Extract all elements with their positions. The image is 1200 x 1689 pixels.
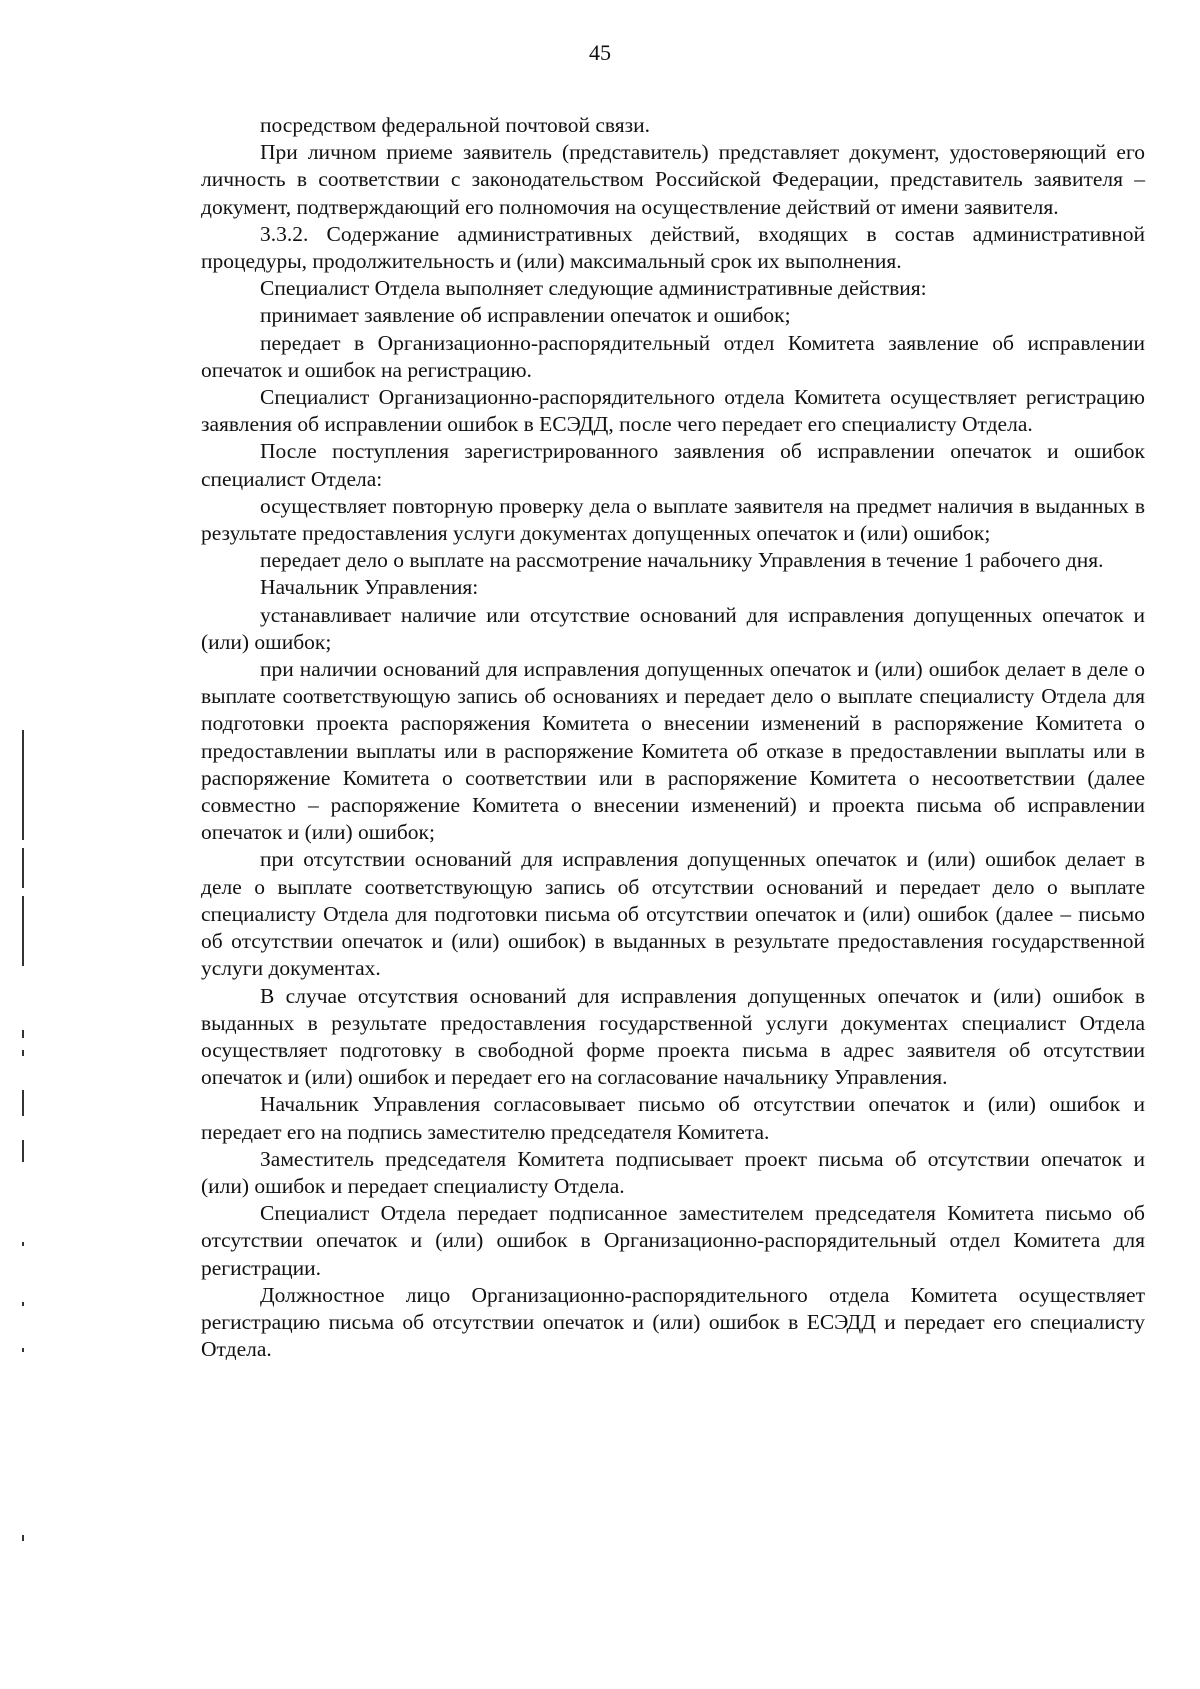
scan-mark xyxy=(22,1090,24,1116)
paragraph: Начальник Управления: xyxy=(260,575,479,600)
scan-mark xyxy=(22,1140,24,1162)
paragraph: принимает заявление об исправлении опечаток и ошибок; xyxy=(260,303,791,328)
scan-mark xyxy=(22,896,24,966)
scan-mark xyxy=(22,730,24,840)
scan-mark xyxy=(22,1302,24,1306)
paragraph: Специалист Отдела выполняет следующие административные действия: xyxy=(260,276,927,301)
scan-mark xyxy=(22,1348,24,1352)
paragraph: При личном приеме заявитель (представитель) представляет документ, удостоверяющий его личность в соответствии с законодательством Российской Федерации, представитель заявителя – документ, подтверждающий его полномочия на осуществление действий от имени заявителя. xyxy=(201,140,1145,219)
scan-mark xyxy=(22,848,24,888)
scan-mark xyxy=(22,1535,24,1541)
paragraph: посредством федеральной почтовой связи. xyxy=(260,113,651,137)
paragraph: при отсутствии оснований для исправления допущенных опечаток и (или) ошибок делает в деле о выплате соответствующую запись об отсутствии оснований и передает дело о выплате специалисту Отдела для подготовки письма об отсутствии опечаток и (или) ошибок (далее – письмо об отсутствии опечаток и (или) ошибок) в выданных в результате предоставления государственной услуги документах. xyxy=(201,847,1145,981)
paragraph: 3.3.2. Содержание административных действий, входящих в состав административной процедуры, продолжительность и (или) максимальный срок их выполнения. xyxy=(201,221,1145,274)
paragraph: передает дело о выплате на рассмотрение начальнику Управления в течение 1 рабочего дня. xyxy=(260,548,1104,573)
scan-margin-marks xyxy=(22,730,32,1550)
scan-mark xyxy=(22,1050,24,1056)
paragraph: передает в Организационно-распорядительный отдел Комитета заявление об исправлении опечаток и ошибок на регистрацию. xyxy=(201,330,1145,382)
paragraph: После поступления зарегистрированного заявления об исправлении опечаток и ошибок специалист Отдела: xyxy=(201,439,1145,491)
scan-mark xyxy=(22,1030,24,1038)
document-body xyxy=(201,112,1145,1363)
paragraph: Специалист Отдела передает подписанное заместителем председателя Комитета письмо об отсутствии опечаток и (или) ошибок в Организационно-распорядительный отдел Комитета для регистрации. xyxy=(201,1201,1145,1280)
paragraph: Начальник Управления согласовывает письмо об отсутствии опечаток и (или) ошибок и передает его на подпись заместителю председателя Комитета. xyxy=(201,1092,1145,1144)
paragraph: осуществляет повторную проверку дела о выплате заявителя на предмет наличия в выданных в результате предоставления услуги документах допущенных опечаток и (или) ошибок; xyxy=(201,493,1145,546)
paragraph: устанавливает наличие или отсутствие оснований для исправления допущенных опечаток и (или) ошибок; xyxy=(201,602,1145,654)
scan-mark xyxy=(22,1242,24,1246)
page-number: 45 xyxy=(589,40,611,65)
paragraph: Заместитель председателя Комитета подписывает проект письма об отсутствии опечаток и (или) ошибок и передает специалисту Отдела. xyxy=(201,1146,1145,1198)
paragraph: В случае отсутствия оснований для исправления допущенных опечаток и (или) ошибок в выданных в результате предоставления государственной услуги документах специалист Отдела осуществляет подготовку в свободной форме проекта письма в адрес заявителя об отсутствии опечаток и (или) ошибок и передает его на согласование начальнику Управления. xyxy=(201,983,1145,1090)
paragraph: Специалист Организационно-распорядительного отдела Комитета осуществляет регистрацию заявления об исправлении ошибок в ЕСЭДД, после чего передает его специалисту Отдела. xyxy=(201,385,1145,437)
paragraph: при наличии оснований для исправления допущенных опечаток и (или) ошибок делает в деле о выплате соответствующую запись об основаниях и передает дело о выплате специалисту Отдела для подготовки проекта распоряжения Комитета о внесении изменений в распоряжение Комитета о предоставлении выплаты или в распоряжение Комитета об отказе в предоставлении выплаты или в распоряжение Комитета о соответствии или в распоряжение Комитета о несоответствии (далее совместно – распоряжение Комитета о внесении изменений) и проекта письма об исправлении опечаток и (или) ошибок; xyxy=(201,657,1145,845)
paragraph: Должностное лицо Организационно-распорядительного отдела Комитета осуществляет регистрацию письма об отсутствии опечаток и (или) ошибок в ЕСЭДД и передает его специалисту Отдела. xyxy=(201,1282,1145,1362)
